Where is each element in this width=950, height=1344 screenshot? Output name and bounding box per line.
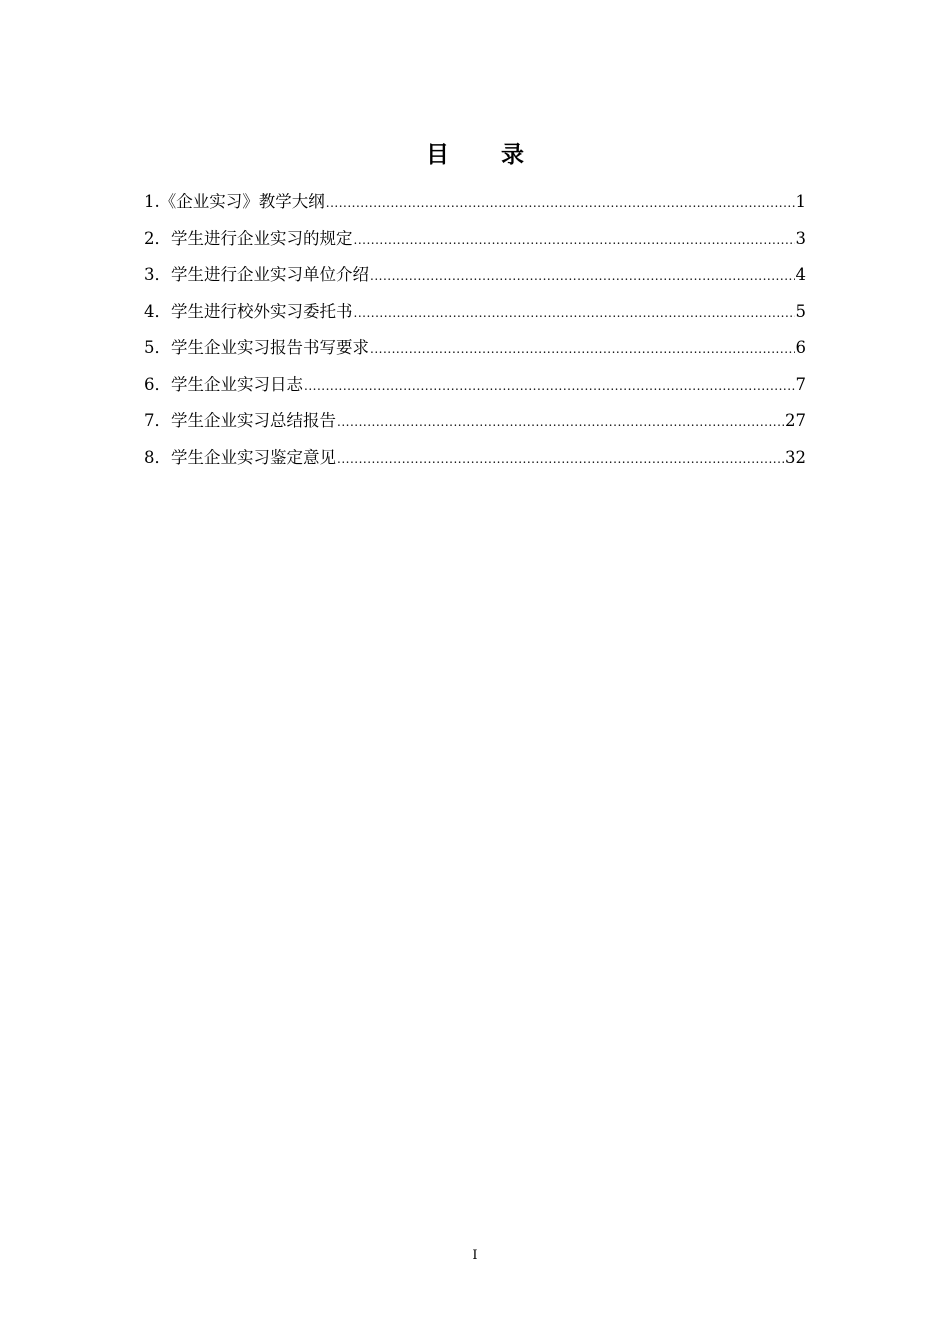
- toc-entry-label: 7．学生企业实习总结报告: [144, 411, 336, 430]
- toc-entry[interactable]: [144, 334, 806, 371]
- toc-entry-page: 32: [785, 447, 806, 467]
- toc-entry-page: 6: [795, 338, 806, 357]
- toc-entry-label: 2．学生进行企业实习的规定: [144, 228, 353, 248]
- toc-leader-dots: [370, 262, 795, 290]
- table-of-contents: [144, 188, 806, 480]
- toc-leader-dots: [304, 372, 795, 400]
- toc-title: 目 录: [425, 142, 546, 168]
- toc-entry[interactable]: [144, 371, 806, 408]
- toc-entry-page: 4: [795, 265, 806, 284]
- toc-leader-dots: [337, 408, 784, 436]
- page-number: I: [472, 1248, 478, 1263]
- toc-entry-page: 1: [795, 192, 806, 211]
- toc-entry[interactable]: [144, 444, 806, 481]
- toc-leader-dots: [354, 299, 795, 327]
- toc-entry-label: 1.《企业实习》教学大纲: [144, 192, 325, 211]
- toc-entry-label: 6．学生企业实习日志: [144, 374, 303, 394]
- toc-leader-dots: [370, 335, 795, 363]
- toc-entry[interactable]: [144, 225, 806, 262]
- toc-leader-dots: [337, 445, 784, 473]
- toc-entry-page: 7: [795, 374, 806, 394]
- toc-entry[interactable]: [144, 188, 806, 225]
- toc-entry-page: 27: [785, 411, 806, 430]
- toc-leader-dots: [326, 189, 795, 217]
- toc-leader-dots: [354, 226, 795, 254]
- toc-entry-label: 5．学生企业实习报告书写要求: [144, 338, 369, 357]
- toc-entry-label: 8．学生企业实习鉴定意见: [144, 447, 336, 467]
- toc-entry-page: 3: [795, 228, 806, 248]
- toc-entry[interactable]: [144, 298, 806, 335]
- toc-entry[interactable]: [144, 261, 806, 298]
- toc-entry[interactable]: [144, 407, 806, 444]
- toc-entry-label: 3．学生进行企业实习单位介绍: [144, 265, 369, 284]
- toc-entry-page: 5: [795, 301, 806, 321]
- toc-entry-label: 4．学生进行校外实习委托书: [144, 301, 353, 321]
